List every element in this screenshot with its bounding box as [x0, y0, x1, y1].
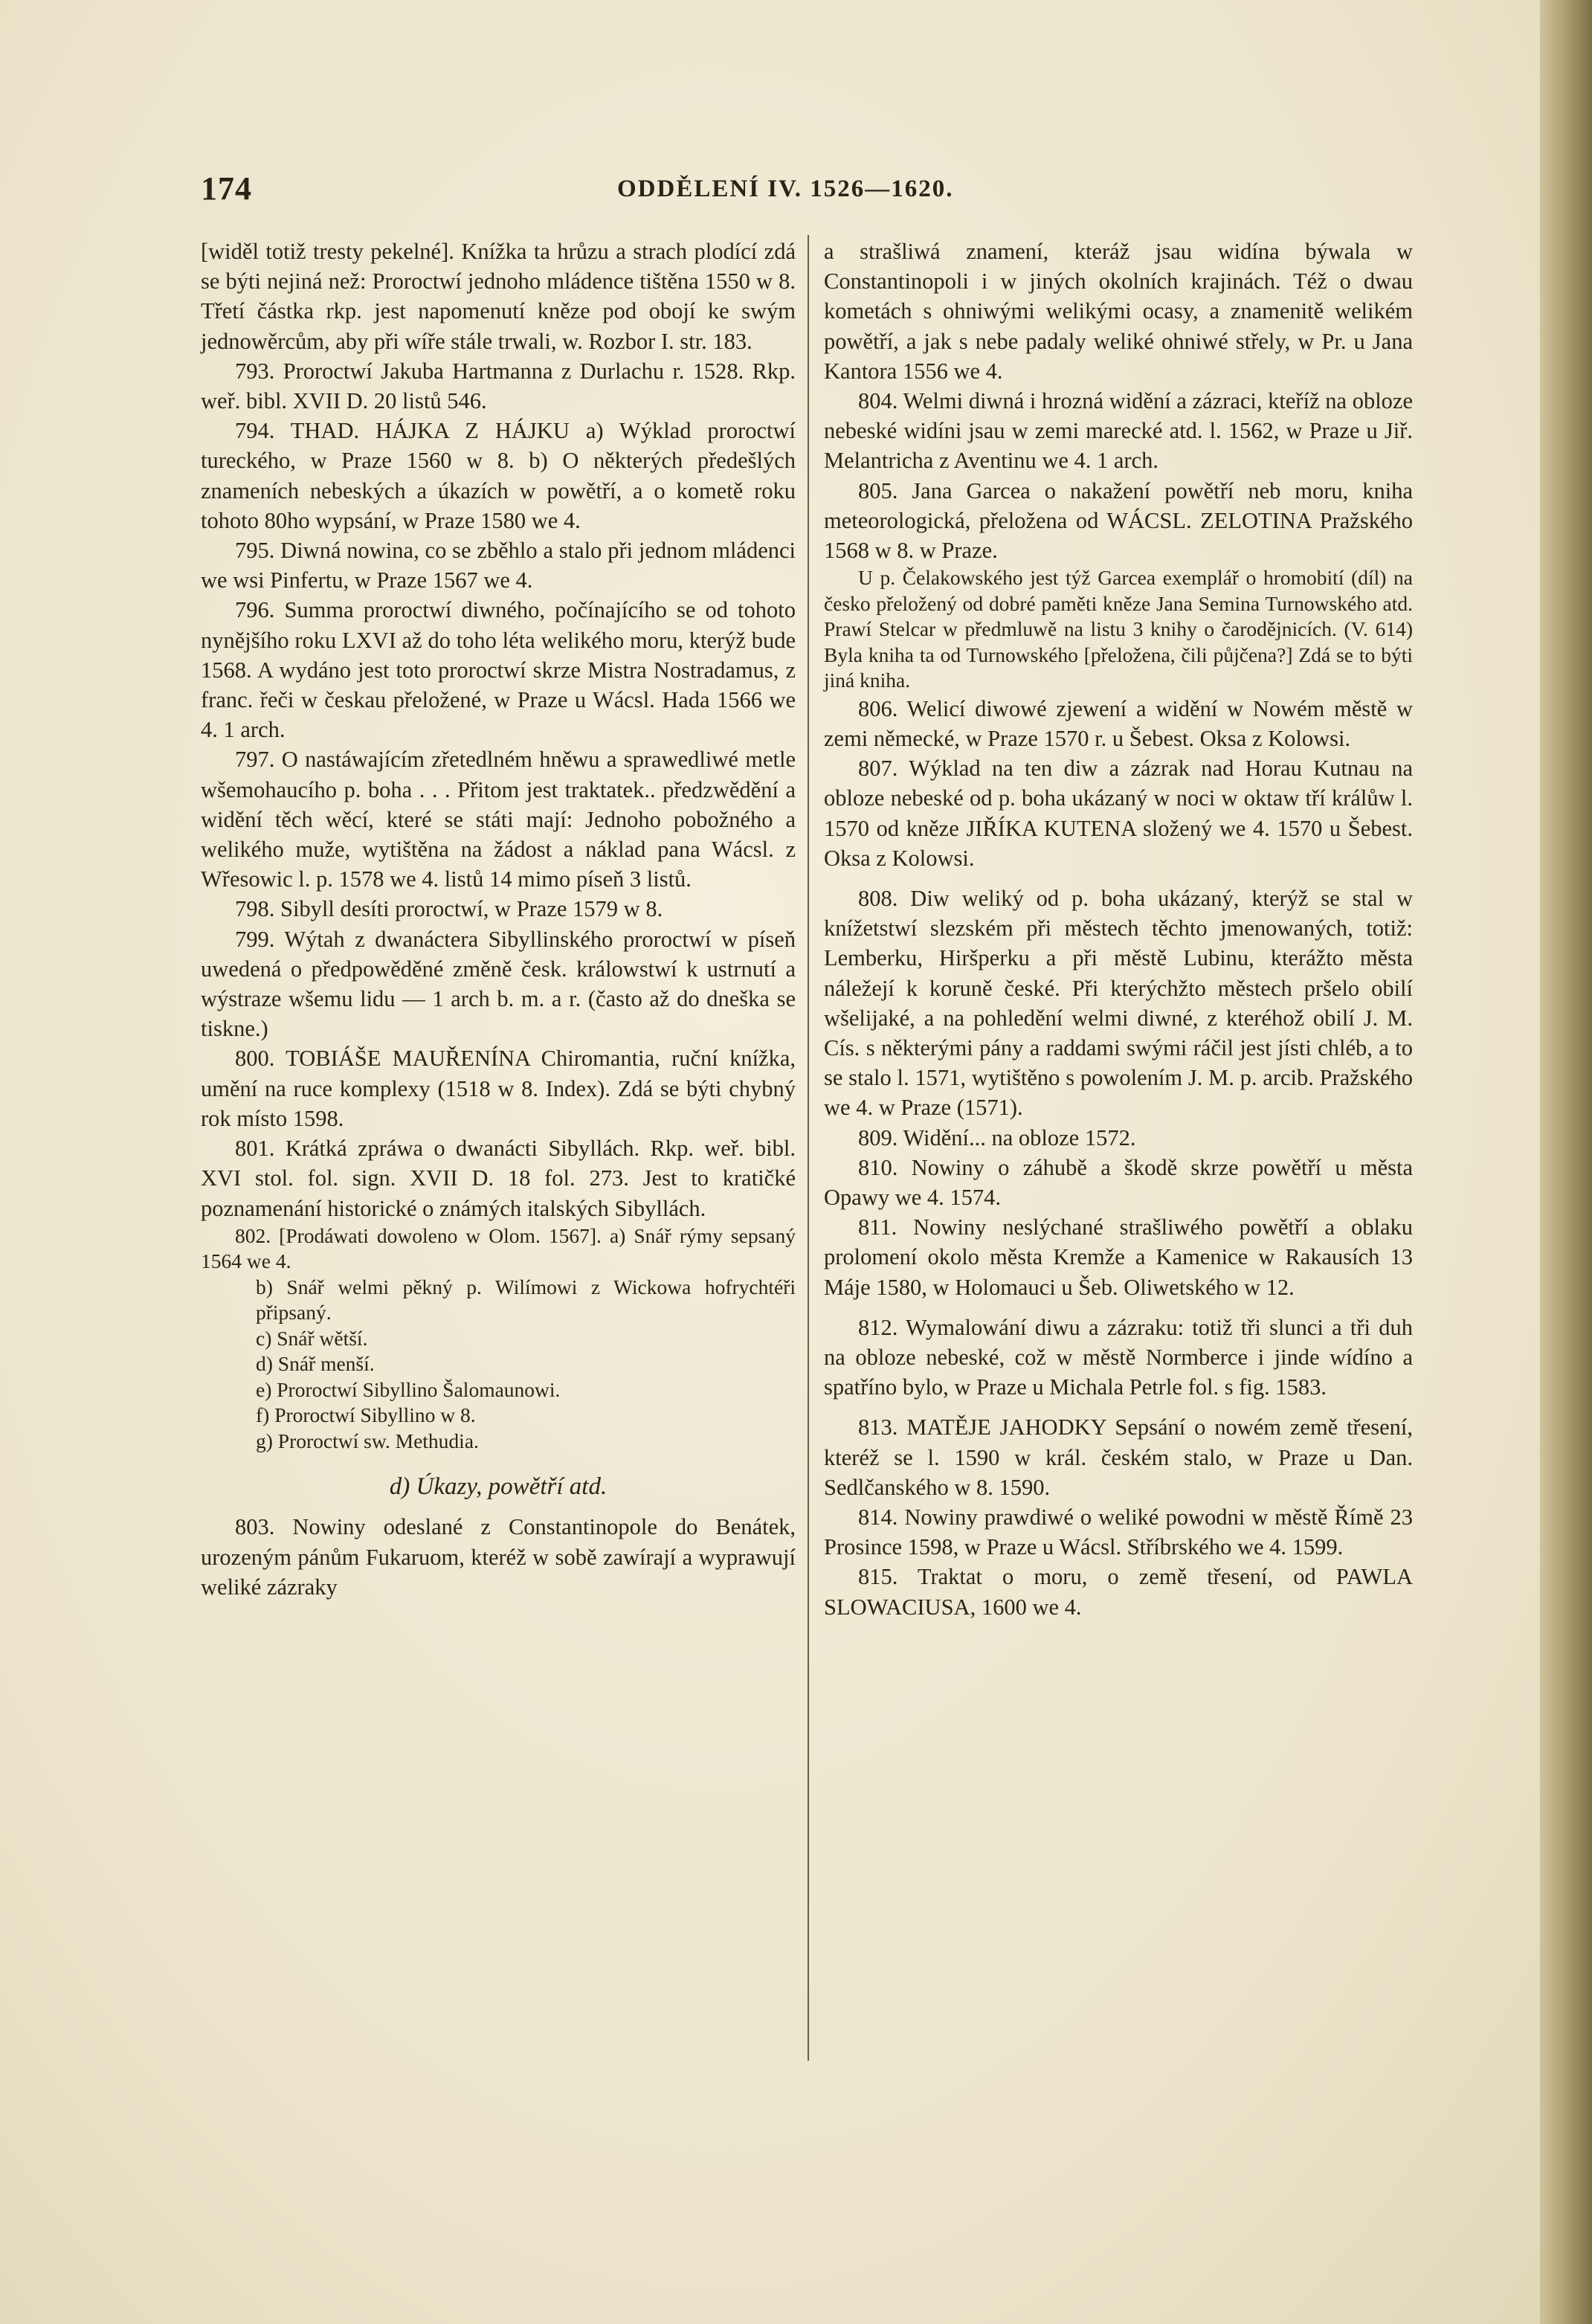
entry-paragraph: 803. Nowiny odeslané z Constantinopole do Benátek, urozeným pánům Fukaruom, kteréž w sobě zawírají a wyprawují weliké zázraky: [201, 1514, 796, 1600]
entry-805-note: U p. Čelakowského jest týž Garcea exemplář o hromobití (díl) na česko přeložený od dobré paměti kněze Jana Semina Turnowského atd. Prawí Stelcar w předmluwě na listu 3 knihy o čarodějnicích. (V. 614) Byla kniha ta od Turnowského [přeložena, čili půjčena?] Zdá se to býti jiná kniha.: [824, 566, 1413, 692]
entry-paragraph: 798. Sibyll desíti proroctwí, w Praze 1579 w 8.: [235, 896, 663, 922]
entry-paragraph: 795. Diwná nowina, co se zběhlo a stalo při jednom mládenci we wsi Pinfertu, w Praze 1567 we 4.: [201, 538, 796, 593]
entry-paragraph: 808. Diw weliký od p. boha ukázaný, kterýž se stal w knížetstwí slezském při městech těchto jmenowaných, totiž: Lemberku, Hiršperku a při městě Lubinu, kterážto města náležejí k koruně české. Při kterýchžto městech pršelo obilí wšelijaké, a na pohledění welmi diwné, z kteréhož obilí J. M. Cís. s některými pány a raddami swými ráčil jest jísti chléb, a to se stalo l. 1571, wytištěno s powolením J. M. p. arcib. Pražského we 4. w Praze (1571).: [824, 885, 1413, 1121]
entry-paragraph: 805. Jana Garcea o nakažení powětří neb moru, kniha meteorologická, přeložena od WÁCSL. ZELOTINA Pražského 1568 w 8. w Praze.: [824, 477, 1413, 564]
spacer: [824, 1302, 1413, 1313]
entry-802-sub-item: g) Proroctwí sw. Methudia.: [256, 1429, 479, 1452]
right-column: [824, 236, 1413, 1622]
entry-802-intro: 802. [Prodáwati dowoleno w Olom. 1567]. a) Snář rýmy sepsaný 1564 we 4.: [201, 1223, 796, 1273]
entry-paragraph: 804. Welmi diwná i hrozná widění a zázraci, kteříž na obloze nebeské widíni jsau w zemi marecké atd. l. 1562, w Praze u Jiř. Melantricha z Aventinu we 4. 1 arch.: [824, 388, 1413, 474]
entry-paragraph: 799. Wýtah z dwanáctera Sibyllinského proroctwí w píseň uwedená o předpowěděné změně česk. králowstwí k ustrnutí a wýstraze wšemu lidu — 1 arch b. m. a r. (často až do dneška se tiskne.): [201, 926, 796, 1042]
entry-paragraph: 796. Summa proroctwí diwného, počínajícího se od tohoto nynějšího roku LXVI až do toho léta welikého moru, kterýž bude 1568. A wydáno jest toto proroctwí skrze Mistra Nostradamus, z franc. řeči w českau přeložené, w Praze u Wácsl. Hada 1566 we 4. 1 arch.: [201, 597, 796, 743]
left-column: [201, 236, 796, 1602]
spacer: [824, 873, 1413, 883]
entry-paragraph: 811. Nowiny neslýchané strašliwého powětří a oblaku prolomení okolo města Kremže a Kamenice w Rakausích 13 Máje 1580, w Holomauci u Šeb. Oliwetského w 12.: [824, 1214, 1413, 1300]
entry-802-sub-item: b) Snář welmi pěkný p. Wilímowi z Wickowa hofrychtéři připsaný.: [256, 1275, 796, 1324]
entry-paragraph: 807. Wýklad na ten diw a zázrak nad Horau Kutnau na obloze nebeské od p. boha ukázaný w noci w oktaw tří králůw l. 1570 od kněze JIŘÍKA KUTENA složený we 4. 1570 u Šebest. Oksa z Kolowsi.: [824, 756, 1413, 871]
column-divider: [808, 235, 809, 2061]
entry-paragraph: 812. Wymalowání diwu a zázraku: totiž tři slunci a tři duh na obloze nebeské, což w městě Normberce i jinde wídíno a spatříno bylo, w Praze u Michala Petrle fol. s fig. 1583.: [824, 1314, 1413, 1400]
entry-paragraph: 793. Proroctwí Jakuba Hartmanna z Durlachu r. 1528. Rkp. weř. bibl. XVII D. 20 listů 546.: [201, 358, 796, 414]
entry-paragraph: 815. Traktat o moru, o země třesení, od PAWLA SLOWACIUSA, 1600 we 4.: [824, 1564, 1413, 1620]
page-header: [201, 170, 1346, 214]
entry-802-sub-item: e) Proroctwí Sibyllino Šalomaunowi.: [256, 1377, 561, 1401]
running-head: ODDĚLENÍ IV. 1526—1620.: [617, 176, 954, 202]
entry-paragraph: 806. Welicí diwowé zjewení a widění w Nowém městě w zemi německé, w Praze 1570 r. u Šebest. Oksa z Kolowsi.: [824, 695, 1413, 751]
entry-paragraph: 810. Nowiny o záhubě a škodě skrze powětří u města Opawy we 4. 1574.: [824, 1154, 1413, 1210]
entry-802-sub-item: f) Proroctwí Sibyllino w 8.: [256, 1403, 476, 1427]
entry-paragraph: [widěl totiž tresty pekelné]. Knížka ta hrůzu a strach plodící zdá se býti nejiná než: Proroctwí jednoho mládence tištěna 1550 w 8. Třetí částka rkp. jest napomenutí kněze pod obojí ke swým jednowěrcům, aby při wíře stále trwali, w. Rozbor I. str. 183.: [201, 239, 796, 354]
entry-803-continuation: a strašliwá znamení, kteráž jsau widína býwala w Constantinopoli i w jiných okolních krajinách. Též o dwau kometách s ohniwými welikými ocasy, a znamenitě welikém powětří, a jak s nebe padaly weliké ohniwé střely, w Pr. u Jana Kantora 1556 we 4.: [824, 239, 1413, 384]
entry-paragraph: 814. Nowiny prawdiwé o weliké powodni w městě Římě 23 Prosince 1598, w Praze u Wácsl. Stříbrského we 4. 1599.: [824, 1504, 1413, 1560]
entry-paragraph: 801. Krátká zpráwa o dwanácti Sibyllách. Rkp. weř. bibl. XVI stol. fol. sign. XVII D. 18 fol. 273. Jest to kratičké poznamenání historické o známých italských Sibyllách.: [201, 1136, 796, 1221]
entry-paragraph: 800. TOBIÁŠE MAUŘENÍNA Chiromantia, ruční knížka, umění na ruce komplexy (1518 w 8. Index). Zdá se býti chybný rok místo 1598.: [201, 1046, 796, 1131]
entry-paragraph: 797. O nastáwajícím zřetedlném hněwu a sprawedliwé metle wšemohaucího p. boha . . . Přitom jest traktatek.. předzwědění a widění těch wěcí, které se státi mají: Jednoho pobožného a welikého muže, wytištěna na žádost a náklad pana Wácsl. z Wřesowic l. p. 1578 we 4. listů 14 mimo píseň 3 listů.: [201, 747, 796, 892]
entry-paragraph: 794. THAD. HÁJKA Z HÁJKU a) Wýklad proroctwí tureckého, w Praze 1560 w 8. b) O některých předešlých znameních nebeských a úkazích w powětří, a o kometě roku tohoto 80ho wypsání, w Praze 1580 we 4.: [201, 418, 796, 533]
spacer: [824, 1402, 1413, 1412]
page-number: 174: [201, 170, 252, 207]
entry-paragraph: 813. MATĚJE JAHODKY Sepsání o nowém země třesení, kteréž se l. 1590 w král. českém stalo, w Praze u Dan. Sedlčanského w 8. 1590.: [824, 1414, 1413, 1500]
entry-802-sub-item: d) Snář menší.: [256, 1352, 375, 1376]
entry-802-sub-item: c) Snář wětší.: [256, 1326, 368, 1350]
entry-paragraph: 809. Widění... na obloze 1572.: [858, 1124, 1136, 1150]
section-heading: d) Úkazy, powětří atd.: [389, 1473, 608, 1501]
book-spine-edge: [1540, 0, 1592, 2324]
